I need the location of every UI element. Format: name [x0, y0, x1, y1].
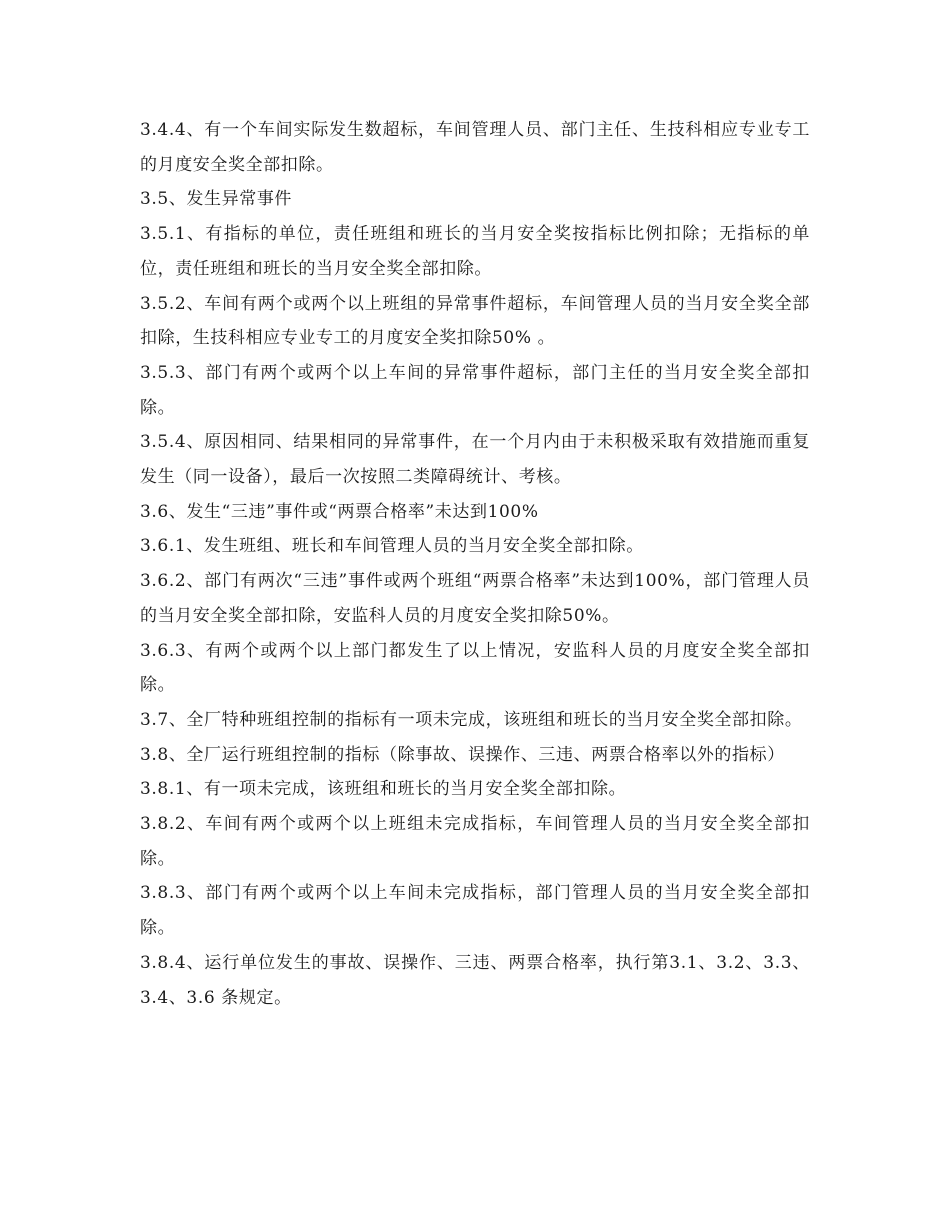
paragraph-3-8-3: 3.8.3、部门有两个或两个以上车间未完成指标，部门管理人员的当月安全奖全部扣除。 [140, 883, 810, 939]
paragraph-3-5-1: 3.5.1、有指标的单位，责任班组和班长的当月安全奖按指标比例扣除；无指标的单位，责任班组和班长的当月安全奖全部扣除。 [140, 224, 810, 279]
paragraph-3-8: 3.8、全厂运行班组控制的指标（除事故、误操作、三违、两票合格率以外的指标） [140, 744, 785, 765]
paragraph-3-6: 3.6、发生“三违”事件或“两票合格率”未达到100% [140, 501, 539, 522]
paragraph-3-6-3: 3.6.3、有两个或两个以上部门都发生了以上情况，安监科人员的月度安全奖全部扣除。 [140, 640, 810, 696]
paragraph-3-6-2: 3.6.2、部门有两次“三违”事件或两个班组“两票合格率”未达到100%，部门管理人员的当月安全奖全部扣除，安监科人员的月度安全奖扣除50%。 [140, 571, 810, 626]
paragraph-3-6-1: 3.6.1、发生班组、班长和车间管理人员的当月安全奖全部扣除。 [140, 536, 644, 557]
paragraph-3-5: 3.5、发生异常事件 [140, 189, 293, 210]
paragraph-3-5-3: 3.5.3、部门有两个或两个以上车间的异常事件超标，部门主任的当月安全奖全部扣除。 [140, 362, 810, 418]
paragraph-3-8-2: 3.8.2、车间有两个或两个以上班组未完成指标，车间管理人员的当月安全奖全部扣除。 [140, 814, 810, 869]
paragraph-3-4-4: 3.4.4、有一个车间实际发生数超标，车间管理人员、部门主任、生技科相应专业专工的月度安全奖全部扣除。 [140, 120, 810, 175]
paragraph-3-5-4: 3.5.4、原因相同、结果相同的异常事件，在一个月内由于未积极采取有效措施而重复发生（同一设备），最后一次按照二类障碍统计、考核。 [140, 432, 810, 488]
paragraph-3-5-2: 3.5.2、车间有两个或两个以上班组的异常事件超标，车间管理人员的当月安全奖全部扣除，生技科相应专业专工的月度安全奖扣除50% 。 [140, 293, 810, 349]
paragraph-3-8-1: 3.8.1、有一项未完成，该班组和班长的当月安全奖全部扣除。 [140, 779, 627, 800]
paragraph-3-7: 3.7、全厂特种班组控制的指标有一项未完成，该班组和班长的当月安全奖全部扣除。 [140, 709, 803, 730]
paragraph-3-8-4: 3.8.4、运行单位发生的事故、误操作、三违、两票合格率，执行第3.1、3.2、3.3、3.4、3.6 条规定。 [140, 952, 810, 1008]
document-body [140, 113, 810, 1015]
